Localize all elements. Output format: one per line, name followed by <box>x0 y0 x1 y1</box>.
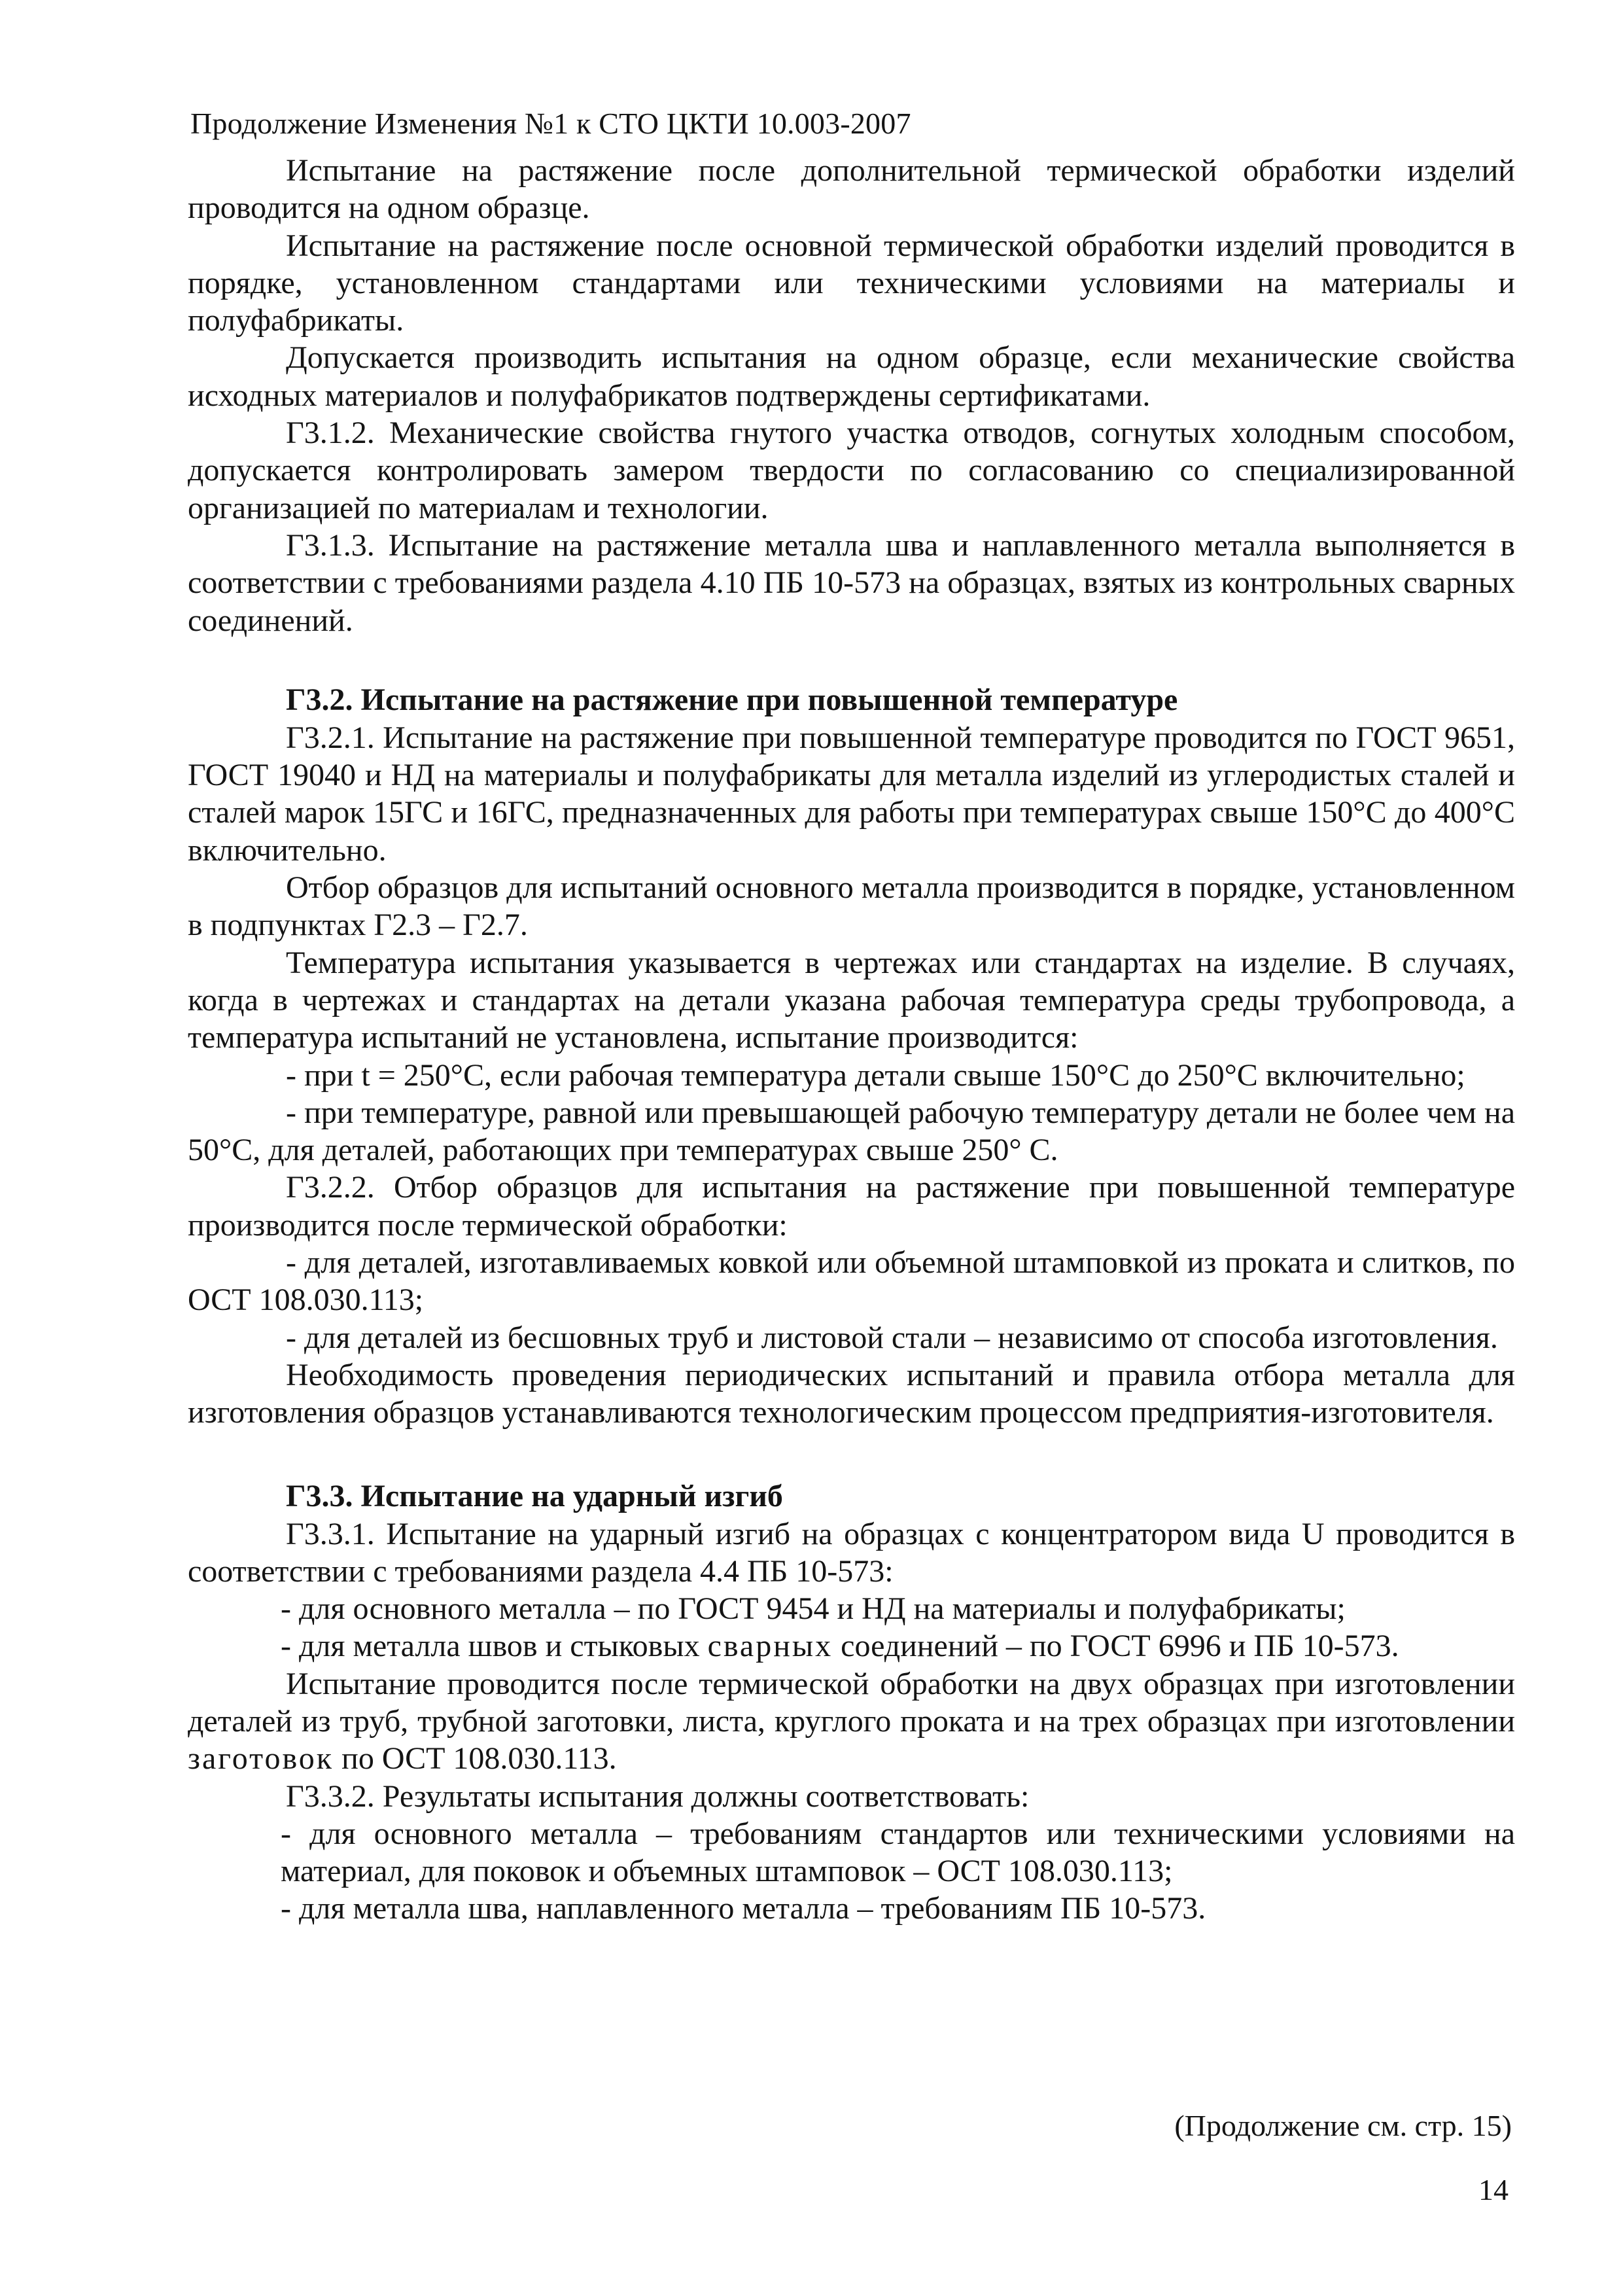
list-item: - для металла швов и стыковых сварных соединений – по ГОСТ 6996 и ПБ 10-573. <box>281 1629 1399 1664</box>
list-item: - для основного металла – требованиям стандартов или техническими условиями на материал, для поковок и объемных штамповок – ОСТ 108.030.113; <box>281 1816 1515 1889</box>
page-header: Продолжение Изменения №1 к СТО ЦКТИ 10.003-2007 <box>190 107 911 140</box>
document-body <box>188 152 1515 1928</box>
section-gap <box>188 639 1515 681</box>
paragraph: Необходимость проведения периодических испытаний и правила отбора металла для изготовления образцов устанавливаются технологическим процессом предприятия-изготовителя. <box>188 1357 1515 1430</box>
list-item: - для металла шва, наплавленного металла – требованиям ПБ 10-573. <box>281 1891 1206 1926</box>
section-gap <box>188 1432 1515 1477</box>
paragraph: Испытание на растяжение после дополнительной термической обработки изделий проводится на одном образце. <box>188 153 1515 226</box>
paragraph: Испытание проводится после термической обработки на двух образцах при изготовлении деталей из труб, трубной заготовки, листа, круглого проката и на трех образцах при изготовлении заготовок по ОСТ 108.030.113. <box>188 1666 1515 1776</box>
paragraph: Г3.3.2. Результаты испытания должны соответствовать: <box>286 1778 1030 1814</box>
paragraph: - для деталей из бесшовных труб и листовой стали – независимо от способа изготовления. <box>286 1320 1498 1355</box>
section-heading-g3-2: Г3.2. Испытание на растяжение при повышенной температуре <box>286 682 1178 717</box>
paragraph: Допускается производить испытания на одном образце, если механические свойства исходных материалов и полуфабрикатов подтверждены сертификатами. <box>188 340 1515 413</box>
page-number: 14 <box>1478 2173 1509 2206</box>
results-list <box>188 1815 1515 1928</box>
continuation-note: (Продолжение см. стр. 15) <box>1174 2109 1512 2142</box>
list-item: - для основного металла – по ГОСТ 9454 и НД на материалы и полуфабрикаты; <box>281 1591 1346 1627</box>
section-heading-g3-3: Г3.3. Испытание на ударный изгиб <box>286 1478 783 1513</box>
requirements-list <box>188 1590 1515 1665</box>
paragraph: Г3.2.1. Испытание на растяжение при повышенной температуре проводится по ГОСТ 9651, ГОСТ 19040 и НД на материалы и полуфабрикаты для металла изделий из углеродистых сталей и сталей марок 15ГС и 16ГС, предназначенных для работы при температурах свыше 150°С до 400°С включительно. <box>188 720 1515 868</box>
paragraph: Температура испытания указывается в чертежах или стандартах на изделие. В случаях, когда в чертежах и стандартах на детали указана рабочая температура среды трубопровода, а температура испытаний не установлена, испытание производится: <box>188 945 1515 1055</box>
paragraph: - при температуре, равной или превышающей рабочую температуру детали не более чем на 50°С, для деталей, работающих при температурах свыше 250° С. <box>188 1095 1515 1168</box>
paragraph: Г3.1.3. Испытание на растяжение металла шва и наплавленного металла выполняется в соответствии с требованиями раздела 4.10 ПБ 10-573 на образцах, взятых из контрольных сварных соединений. <box>188 527 1515 638</box>
paragraph: Г3.2.2. Отбор образцов для испытания на растяжение при повышенной температуре производится после термической обработки: <box>188 1170 1515 1243</box>
paragraph: Г3.3.1. Испытание на ударный изгиб на образцах с концентратором вида U проводится в соответствии с требованиями раздела 4.4 ПБ 10-573: <box>188 1516 1515 1589</box>
paragraph: Испытание на растяжение после основной термической обработки изделий проводится в порядке, установленном стандартами или техническими условиями на материалы и полуфабрикаты. <box>188 228 1515 338</box>
paragraph: Г3.1.2. Механические свойства гнутого участка отводов, согнутых холодным способом, допускается контролировать замером твердости по согласованию со специализированной организацией по материалам и технологии. <box>188 415 1515 525</box>
paragraph: - для деталей, изготавливаемых ковкой или объемной штамповкой из проката и слитков, по ОСТ 108.030.113; <box>188 1245 1515 1318</box>
paragraph: - при t = 250°С, если рабочая температура детали свыше 150°С до 250°С включительно; <box>286 1057 1465 1093</box>
paragraph: Отбор образцов для испытаний основного металла производится в порядке, установленном в подпунктах Г2.3 – Г2.7. <box>188 870 1515 943</box>
